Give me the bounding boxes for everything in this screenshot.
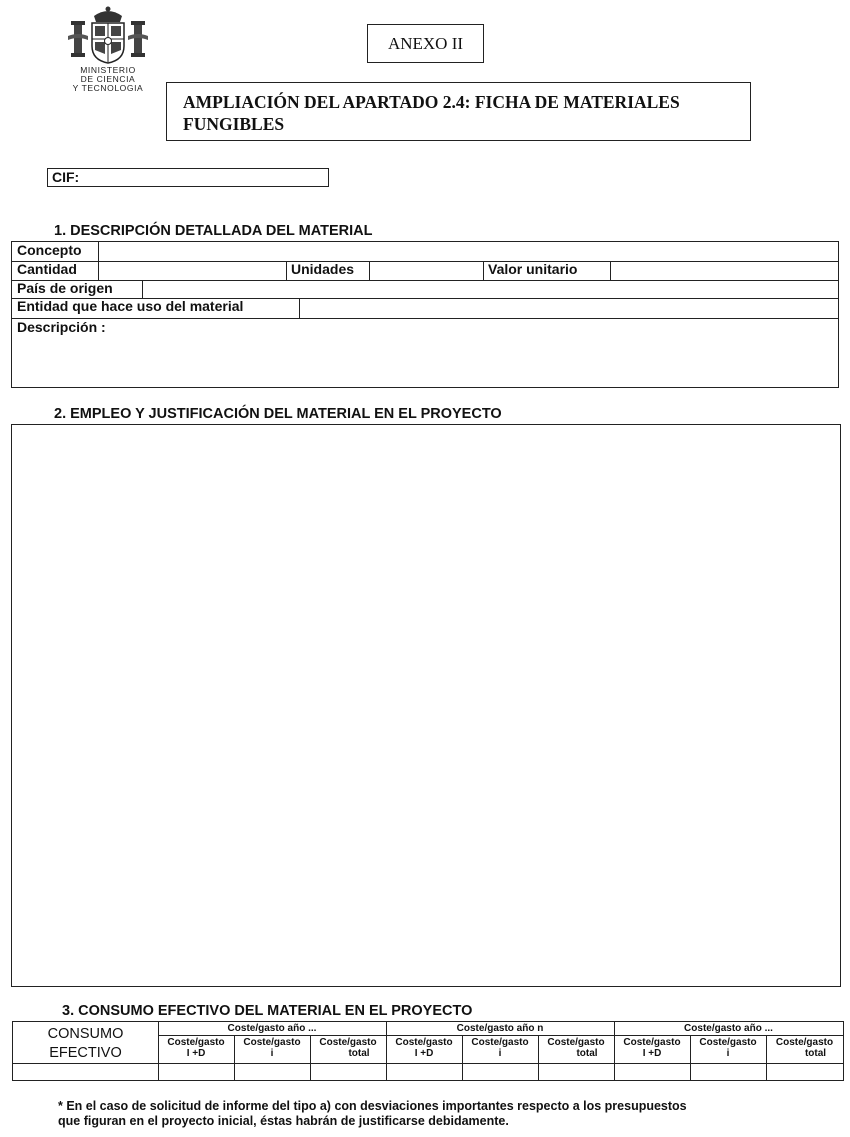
footnote-line: que figuran en el proyecto inicial, éstas habrán de justificarse debidamente.	[58, 1114, 509, 1128]
cost-input-cell[interactable]	[690, 1064, 766, 1081]
valor-unitario-label: Valor unitario	[488, 261, 578, 277]
cost-input-cell[interactable]	[234, 1064, 310, 1081]
ministry-logo	[58, 6, 158, 96]
concepto-input[interactable]	[98, 242, 838, 261]
justification-textarea[interactable]	[11, 424, 841, 987]
descripcion-field[interactable]	[12, 319, 838, 387]
column-header: Coste/gasto I +D	[623, 1037, 681, 1059]
column-header: Coste/gasto I +D	[167, 1037, 225, 1059]
unidades-input[interactable]	[369, 261, 483, 280]
pais-origen-label: País de origen	[17, 280, 113, 296]
ministry-line: Y TECNOLOGIA	[72, 83, 144, 93]
ministry-line: MINISTERIO	[80, 65, 136, 75]
cif-label: CIF:	[52, 169, 80, 185]
annex-label: ANEXO II	[367, 24, 484, 63]
material-description-table	[11, 241, 839, 388]
section2-heading: 2. EMPLEO Y JUSTIFICACIÓN DEL MATERIAL EN EL PROYECTO	[54, 406, 502, 422]
cif-field[interactable]	[47, 168, 329, 187]
column-header: Coste/gasto I +D	[395, 1037, 453, 1059]
group-header: Coste/gasto año ...	[227, 1023, 317, 1034]
section1-heading: 1. DESCRIPCIÓN DETALLADA DEL MATERIAL	[54, 223, 373, 239]
concepto-label: Concepto	[17, 242, 82, 258]
cost-input-cell[interactable]	[614, 1064, 690, 1081]
cost-input-cell[interactable]	[386, 1064, 462, 1081]
cantidad-label: Cantidad	[17, 261, 77, 277]
cost-input-cell[interactable]	[538, 1064, 614, 1081]
cost-input-cell[interactable]	[310, 1064, 386, 1081]
title-line: FUNGIBLES	[183, 114, 285, 134]
column-header: Coste/gasto total	[319, 1037, 377, 1059]
column-header: Coste/gasto i	[471, 1037, 529, 1059]
entidad-input[interactable]	[299, 298, 838, 318]
valor-unitario-input[interactable]	[610, 261, 838, 280]
row-cantidad	[12, 261, 838, 281]
row-entidad	[12, 298, 838, 319]
cantidad-input[interactable]	[98, 261, 286, 280]
unidades-label: Unidades	[291, 261, 355, 277]
column-header: Coste/gasto i	[243, 1037, 301, 1059]
column-header: Coste/gasto i	[699, 1037, 757, 1059]
ministry-line: DE CIENCIA	[80, 74, 136, 84]
group-header: Coste/gasto año n	[456, 1023, 544, 1034]
section3-heading: 3. CONSUMO EFECTIVO DEL MATERIAL EN EL PROYECTO	[62, 1003, 473, 1019]
document-title	[166, 82, 751, 141]
cost-input-cell[interactable]	[158, 1064, 234, 1081]
footnote	[58, 1099, 818, 1129]
descripcion-label: Descripción :	[17, 319, 106, 335]
row-pais-origen	[12, 280, 838, 299]
consumo-efectivo-line: EFECTIVO	[49, 1045, 122, 1061]
row-concepto	[12, 242, 838, 262]
consumption-table	[12, 1021, 844, 1081]
consumo-efectivo-line: CONSUMO	[47, 1026, 124, 1042]
cost-input-cell[interactable]	[462, 1064, 538, 1081]
footnote-line: * En el caso de solicitud de informe del tipo a) con desviaciones importantes respecto a los presupuestos	[58, 1099, 687, 1113]
cost-input-cell[interactable]	[766, 1064, 843, 1081]
ministry-name	[58, 66, 158, 93]
pais-origen-input[interactable]	[142, 280, 838, 298]
group-header: Coste/gasto año ...	[684, 1023, 773, 1034]
column-header: Coste/gasto total	[547, 1037, 605, 1059]
title-line: AMPLIACIÓN DEL APARTADO 2.4: FICHA DE MATERIALES	[183, 92, 680, 112]
coat-of-arms-icon	[66, 6, 150, 64]
column-header: Coste/gasto total	[775, 1037, 834, 1059]
entidad-label: Entidad que hace uso del material	[17, 298, 244, 314]
